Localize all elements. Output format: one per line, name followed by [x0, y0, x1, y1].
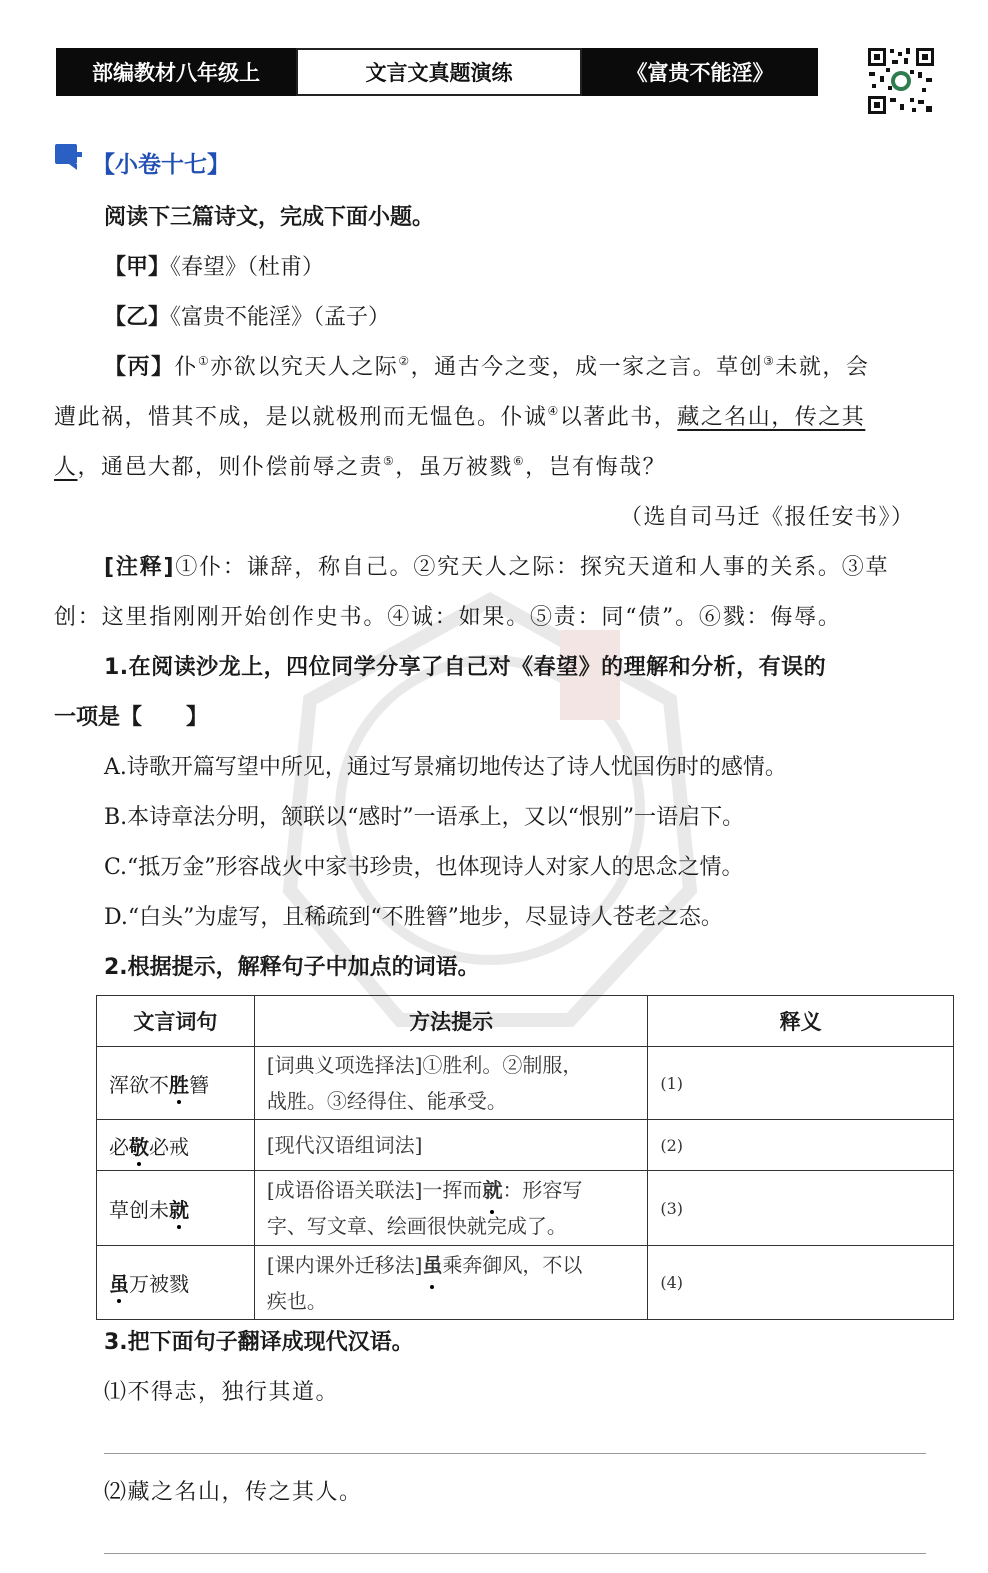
- notes-text: ①仆：谦辞，称自己。②究天人之际：探究天道和人事的关系。③草: [175, 555, 890, 580]
- dotted-word: 虽: [109, 1268, 129, 1297]
- answer-cell[interactable]: (3): [648, 1171, 954, 1246]
- text-jia-body: 《春望》（杜甫）: [170, 255, 325, 280]
- table-row: [97, 1246, 954, 1320]
- term-cell: [97, 1120, 255, 1171]
- table-row: [97, 1120, 954, 1171]
- term-text: 草创未: [109, 1197, 169, 1222]
- notes-label: [注释]: [104, 555, 176, 580]
- vocab-table: [96, 995, 954, 1320]
- dotted-word: 就: [169, 1194, 189, 1223]
- q3-sentence-2: ⑵藏之名山，传之其人。: [104, 1480, 363, 1505]
- text-jia-label: 【甲】: [104, 255, 171, 280]
- passage-text: ，岂有悔哉？: [525, 455, 667, 480]
- header-grade: 部编教材八年级上: [56, 48, 296, 96]
- footnote-marker: ②: [398, 354, 411, 368]
- q1-option-d: D.“白头”为虚写，且稀疏到“不胜簪”地步，尽显诗人苍老之态。: [104, 905, 723, 930]
- hint-cell: [254, 1120, 648, 1171]
- footnote-marker: ④: [547, 404, 560, 418]
- passage-text: 未就，会: [775, 355, 870, 380]
- dotted-word: 敬: [129, 1131, 149, 1160]
- hint-cell: [254, 1246, 648, 1320]
- header-topic: 文言文真题演练: [296, 48, 582, 96]
- hint-cell: [254, 1047, 648, 1120]
- hint-text: 字、写文章、绘画很快就完成了。: [266, 1214, 567, 1238]
- term-text: 簪: [189, 1072, 209, 1097]
- dotted-word: 虽: [422, 1247, 442, 1283]
- table-row: [97, 1047, 954, 1120]
- hint-text: 乘奔御风，不以: [442, 1252, 583, 1277]
- underlined-phrase: 人: [54, 455, 78, 480]
- passage-text: 亦欲以究天人之际: [210, 355, 399, 380]
- q3-sentence-1: ⑴不得志，独行其道。: [104, 1380, 340, 1405]
- q1-option-c: C.“抵万金”形容战火中家书珍贵，也体现诗人对家人的思念之情。: [104, 855, 744, 880]
- term-text: 必戒: [149, 1134, 189, 1159]
- answer-line-1[interactable]: [104, 1453, 926, 1454]
- table-header-row: [97, 996, 954, 1047]
- term-text: 万被戮: [129, 1272, 189, 1296]
- col-header-meaning: 释义: [648, 996, 954, 1047]
- hint-text: 疾也。: [266, 1288, 327, 1313]
- notes-line-2: 创：这里指刚刚开始创作史书。④诚：如果。⑤责：同“债”。⑥戮：侮辱。: [54, 605, 842, 630]
- section-title: 【小卷十七】: [92, 152, 230, 178]
- passage-text: ，虽万被戮: [395, 455, 513, 480]
- notes-line-1: [104, 553, 889, 583]
- term-cell: [97, 1171, 255, 1246]
- intro-instruction: 阅读下三篇诗文，完成下面小题。: [104, 205, 435, 230]
- footnote-marker: ③: [763, 354, 776, 368]
- text-yi-body: 《富贵不能淫》（孟子）: [170, 305, 391, 330]
- q1-option-b: B.本诗章法分明，颔联以“感时”一语承上，又以“恨别”一语启下。: [104, 805, 745, 830]
- text-jia: [104, 253, 324, 283]
- term-text: 必: [109, 1134, 129, 1159]
- passage-text: 遭此祸，惜其不成，是以就极刑而无愠色。仆诚: [54, 405, 548, 430]
- answer-cell[interactable]: (1): [648, 1047, 954, 1120]
- answer-line-2[interactable]: [104, 1553, 926, 1554]
- hint-cell: [254, 1171, 648, 1246]
- footnote-marker: ①: [198, 354, 211, 368]
- passage-text: 仆: [174, 355, 199, 380]
- footnote-marker: ⑥: [512, 454, 526, 468]
- dotted-word: 就: [482, 1172, 502, 1208]
- hint-text: [词典义项选择法]①胜利。②制服，: [266, 1053, 583, 1077]
- q2-stem: 2.根据提示，解释句子中加点的词语。: [104, 955, 480, 980]
- text-bing-line-1: [104, 353, 869, 383]
- hint-text: 战胜。③经得住、能承受。: [266, 1089, 507, 1113]
- underlined-phrase: 藏之名山，传之其: [677, 405, 866, 430]
- footnote-marker: ⑤: [383, 454, 396, 468]
- text-bing-line-3: [54, 453, 666, 483]
- qr-code-icon: [866, 46, 936, 116]
- bookmark-tag-icon: [55, 144, 83, 170]
- text-yi-label: 【乙】: [104, 305, 171, 330]
- dotted-word: 胜: [169, 1069, 189, 1098]
- answer-cell[interactable]: (2): [648, 1120, 954, 1171]
- header-lesson: 《富贵不能淫》: [582, 48, 818, 96]
- q1-stem: 1.在阅读沙龙上，四位同学分享了自己对《春望》的理解和分析，有误的: [104, 655, 827, 680]
- passage-text: ，通邑大都，则仆偿前辱之责: [77, 455, 384, 480]
- answer-cell[interactable]: (4): [648, 1246, 954, 1320]
- hint-text: ：形容写: [502, 1178, 583, 1202]
- hint-text: [成语俗语关联法]一挥而: [266, 1178, 483, 1202]
- text-bing-line-2: [54, 403, 865, 433]
- col-header-hint: 方法提示: [254, 996, 648, 1047]
- q1-option-a: A.诗歌开篇写望中所见，通过写景痛切地传达了诗人忧国伤时的感情。: [104, 755, 787, 780]
- term-text: 浑欲不: [109, 1072, 169, 1097]
- term-cell: [97, 1047, 255, 1120]
- q3-stem: 3.把下面句子翻译成现代汉语。: [104, 1330, 414, 1355]
- hint-text: [现代汉语组词法]: [266, 1133, 423, 1157]
- passage-text: ，通古今之变，成一家之言。草创: [410, 355, 764, 380]
- hint-text: [课内课外迁移法]: [266, 1252, 423, 1277]
- passage-text: 以著此书，: [559, 405, 678, 430]
- q1-stem-cont: 一项是【 】: [54, 705, 209, 730]
- col-header-term: 文言词句: [97, 996, 255, 1047]
- term-cell: [97, 1246, 255, 1320]
- text-yi: [104, 303, 390, 333]
- text-bing-label: 【丙】: [104, 355, 175, 380]
- passage-source: （选自司马迁《报任安书》）: [620, 505, 915, 530]
- table-row: [97, 1171, 954, 1246]
